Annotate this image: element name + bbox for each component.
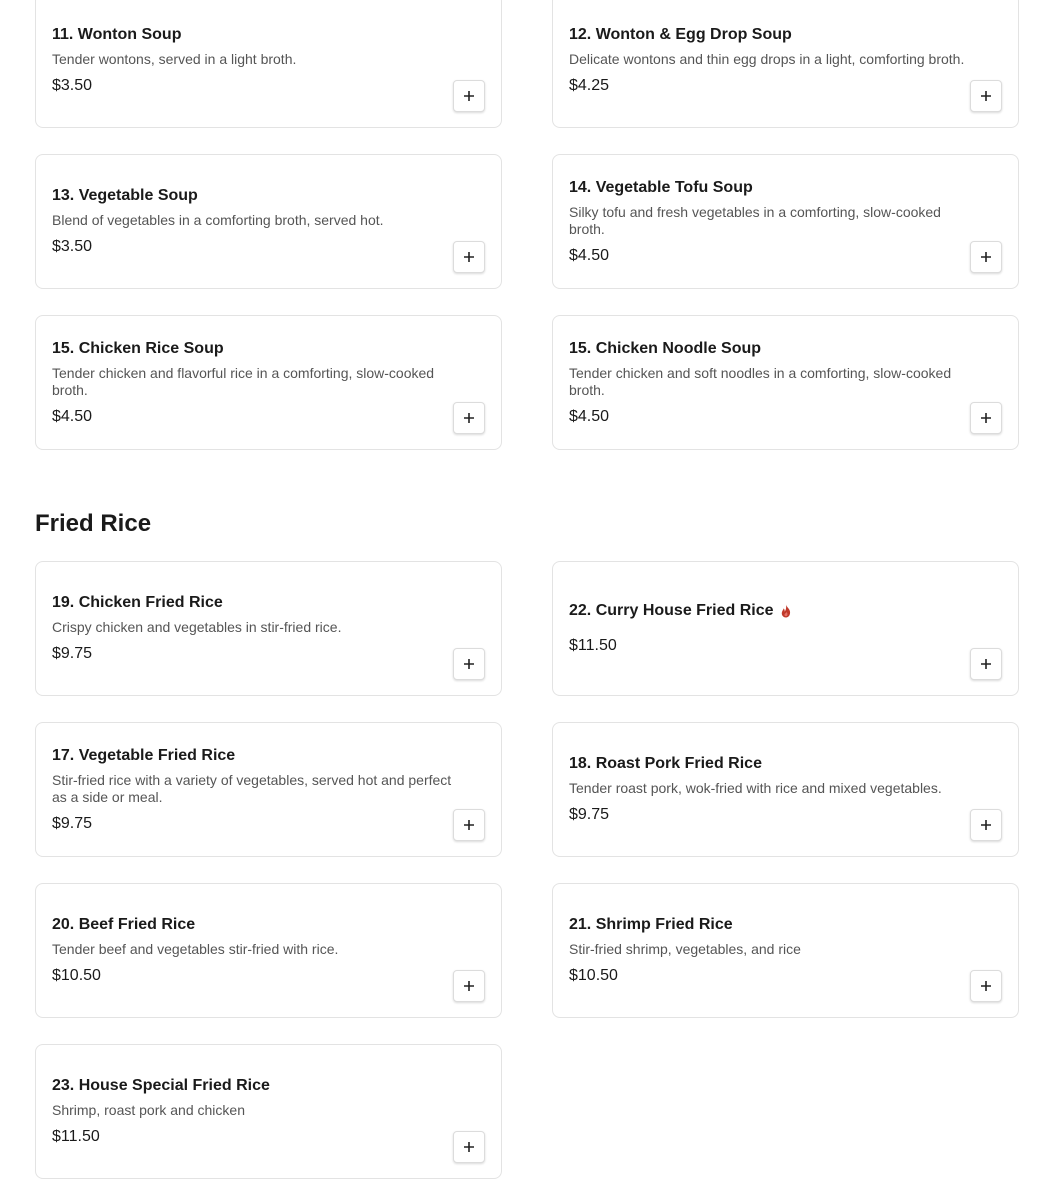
add-to-cart-button[interactable] xyxy=(970,80,1002,112)
add-to-cart-button[interactable] xyxy=(970,809,1002,841)
menu-item-card[interactable] xyxy=(35,883,502,1018)
item-description: Tender chicken and soft noodles in a comforting, slow-cooked broth. xyxy=(569,364,952,398)
item-price: $11.50 xyxy=(569,637,617,654)
menu-item-card[interactable] xyxy=(35,0,502,128)
flame-icon xyxy=(780,604,792,618)
plus-icon xyxy=(980,90,992,102)
item-price: $10.50 xyxy=(569,967,618,984)
item-price: $10.50 xyxy=(52,967,101,984)
add-to-cart-button[interactable] xyxy=(453,970,485,1002)
item-price: $9.75 xyxy=(569,806,610,823)
plus-icon xyxy=(463,1141,475,1153)
menu-item-card[interactable] xyxy=(35,315,502,450)
add-to-cart-button[interactable] xyxy=(970,648,1002,680)
plus-icon xyxy=(463,819,475,831)
item-description: Tender roast pork, wok-fried with rice and mixed vegetables. xyxy=(569,780,942,796)
plus-icon xyxy=(463,251,475,263)
item-name: 22. Curry House Fried Rice xyxy=(569,602,774,619)
add-to-cart-button[interactable] xyxy=(970,970,1002,1002)
item-price: $4.25 xyxy=(569,77,610,94)
item-price: $11.50 xyxy=(52,1128,100,1145)
item-name: 11. Wonton Soup xyxy=(52,26,182,43)
menu-item-card[interactable] xyxy=(552,722,1019,857)
item-name: 19. Chicken Fried Rice xyxy=(52,594,223,611)
add-to-cart-button[interactable] xyxy=(453,648,485,680)
add-to-cart-button[interactable] xyxy=(453,1131,485,1163)
add-to-cart-button[interactable] xyxy=(970,402,1002,434)
item-description: Tender chicken and flavorful rice in a comforting, slow-cooked broth. xyxy=(52,364,435,398)
item-name: 12. Wonton & Egg Drop Soup xyxy=(569,26,792,43)
plus-icon xyxy=(463,658,475,670)
item-price: $3.50 xyxy=(52,238,93,255)
add-to-cart-button[interactable] xyxy=(453,80,485,112)
item-price: $4.50 xyxy=(52,407,93,425)
item-description: Crispy chicken and vegetables in stir-fried rice. xyxy=(52,619,342,635)
item-description: Blend of vegetables in a comforting broth, served hot. xyxy=(52,212,384,228)
plus-icon xyxy=(980,819,992,831)
item-name: 17. Vegetable Fried Rice xyxy=(52,746,236,764)
menu-item-card[interactable] xyxy=(35,154,502,289)
item-description: Shrimp, roast pork and chicken xyxy=(52,1102,245,1118)
plus-icon xyxy=(980,412,992,424)
menu-item-card[interactable] xyxy=(552,561,1019,696)
plus-icon xyxy=(463,90,475,102)
item-description: Tender beef and vegetables stir-fried with rice. xyxy=(52,941,339,957)
add-to-cart-button[interactable] xyxy=(453,241,485,273)
plus-icon xyxy=(980,251,992,263)
item-description: Delicate wontons and thin egg drops in a light, comforting broth. xyxy=(569,51,965,67)
menu-item-card[interactable] xyxy=(552,154,1019,289)
item-name: 21. Shrimp Fried Rice xyxy=(569,916,733,933)
menu-item-card[interactable] xyxy=(35,1044,502,1179)
item-price: $4.50 xyxy=(569,246,610,264)
item-price: $9.75 xyxy=(52,645,93,662)
item-price: $3.50 xyxy=(52,77,93,94)
item-description: Silky tofu and fresh vegetables in a comforting, slow-cooked broth. xyxy=(569,203,941,237)
section-title-fried-rice: Fried Rice xyxy=(35,510,152,537)
plus-icon xyxy=(980,980,992,992)
item-name: 14. Vegetable Tofu Soup xyxy=(569,178,753,196)
item-price: $9.75 xyxy=(52,814,93,832)
item-description: Stir-fried shrimp, vegetables, and rice xyxy=(569,941,801,957)
item-name: 18. Roast Pork Fried Rice xyxy=(569,755,762,772)
menu-item-card[interactable] xyxy=(35,722,502,857)
plus-icon xyxy=(463,412,475,424)
menu-item-card[interactable] xyxy=(552,0,1019,128)
menu-item-card[interactable] xyxy=(552,315,1019,450)
item-name: 13. Vegetable Soup xyxy=(52,187,198,204)
menu-item-card[interactable] xyxy=(35,561,502,696)
plus-icon xyxy=(463,980,475,992)
item-description: Tender wontons, served in a light broth. xyxy=(52,51,297,67)
add-to-cart-button[interactable] xyxy=(453,402,485,434)
plus-icon xyxy=(980,658,992,670)
menu-item-card[interactable] xyxy=(552,883,1019,1018)
item-name: 15. Chicken Noodle Soup xyxy=(569,339,762,357)
item-name: 15. Chicken Rice Soup xyxy=(52,339,224,357)
item-description: Stir-fried rice with a variety of vegetables, served hot and perfect as a side or meal. xyxy=(52,771,452,805)
add-to-cart-button[interactable] xyxy=(970,241,1002,273)
item-name-row xyxy=(569,601,978,621)
item-price: $4.50 xyxy=(569,407,610,425)
item-name: 23. House Special Fried Rice xyxy=(52,1077,270,1094)
add-to-cart-button[interactable] xyxy=(453,809,485,841)
item-name: 20. Beef Fried Rice xyxy=(52,916,196,933)
